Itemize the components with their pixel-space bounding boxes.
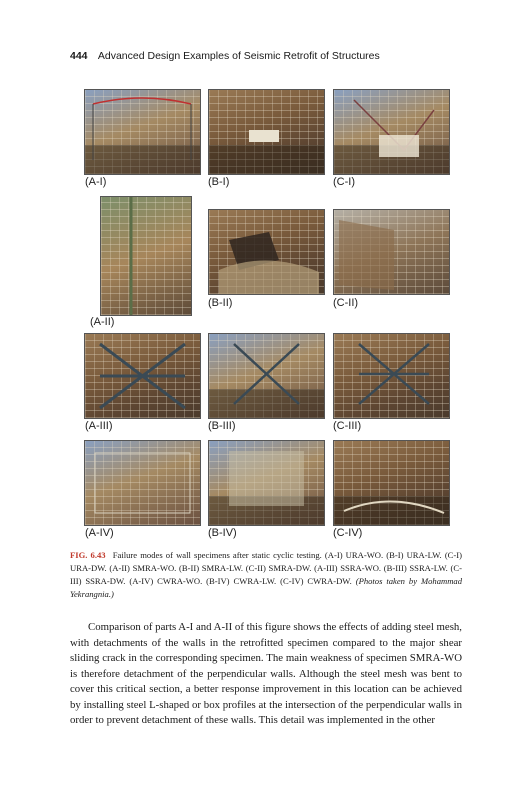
photo-label: (B-IV) — [208, 527, 237, 539]
photo-label: (B-I) — [208, 176, 230, 188]
photo-label: (B-II) — [208, 297, 233, 309]
photo-c-ii — [333, 209, 450, 295]
photo-a-ii — [100, 196, 192, 316]
photo-label: (C-III) — [333, 420, 362, 432]
photo-label: (A-II) — [90, 316, 115, 328]
body-paragraph: Comparison of parts A-I and A-II of this figure shows the effects of adding steel mesh, with detachments of the walls in the retrofitted specimen compared to the major shear sliding crack in the corresponding specimen. The main weakness of specimen SMRA-WO is therefore detachment of the perpendicular walls. Although the steel mesh was bent to cover this critical section, a better response improvement in this location can be achieved by installing steel L-shaped or box profiles at the intersection of the perpendicular walls in order to prevent detachment of these walls. This detail was implemented in the other — [70, 621, 463, 726]
photo-a-iv — [84, 440, 201, 526]
photo-label: (C-IV) — [333, 527, 363, 539]
photo-a-i — [84, 89, 201, 175]
running-header — [70, 50, 380, 62]
page-number: 444 — [70, 50, 88, 62]
photo-b-iv — [208, 440, 325, 526]
photo-c-iii — [333, 333, 450, 419]
photo-credit: (Photos taken by Mohammad Yekrangnia.) — [70, 576, 462, 599]
photo-label: (C-II) — [333, 297, 359, 309]
photo-label: (A-IV) — [85, 527, 114, 539]
figure-caption — [70, 549, 462, 601]
photo-c-i — [333, 89, 450, 175]
photo-b-ii — [208, 209, 325, 295]
photo-c-iv — [333, 440, 450, 526]
photo-label: (C-I) — [333, 176, 355, 188]
photo-a-iii — [84, 333, 201, 419]
body-text — [70, 620, 462, 729]
photo-label: (A-I) — [85, 176, 107, 188]
running-title: Advanced Design Examples of Seismic Retrofit of Structures — [97, 50, 380, 62]
photo-b-iii — [208, 333, 325, 419]
photo-b-i — [208, 89, 325, 175]
caption-text: Failure modes of wall specimens after static cyclic testing. (A-I) URA-WO. (B-I) URA-LW. (C-I) URA-DW. (A-II) SMRA-WO. (B-II) SMRA-LW. (C-II) SMRA-DW. (A-III) SSRA-WO. (B-III) SSRA-LW. (C-III) SSRA-DW. (A-IV) CWRA-WO. (B-IV) CWRA-LW. (C-IV) CWRA-DW. — [70, 550, 462, 586]
figure-number: FIG. 6.43 — [70, 550, 106, 560]
photo-label: (A-III) — [85, 420, 113, 432]
photo-label: (B-III) — [208, 420, 236, 432]
